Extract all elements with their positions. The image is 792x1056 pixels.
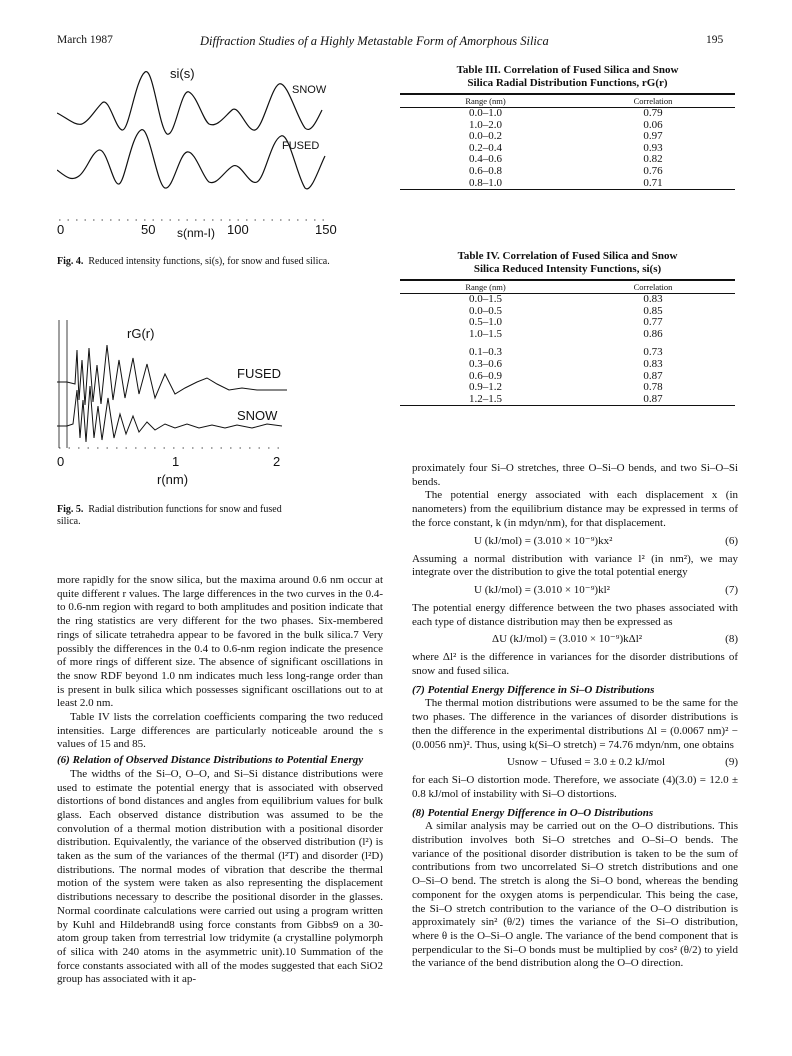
equation-6 (412, 531, 738, 553)
fig5-caption-label: Fig. 5. (57, 504, 84, 515)
table-cell: 0.79 (643, 107, 663, 119)
equation-7-body: U (kJ/mol) = (3.010 × 10⁻⁹)kl² (474, 583, 610, 596)
table-row (400, 143, 735, 155)
table-row (400, 371, 735, 383)
fig5-xlabel: r(nm) (157, 472, 189, 487)
right-paragraph-2: The potential energy associated with each displacement x (in nanometers) from the equilibrium distance may be expressed in terms of the force constant, k (in mdyn/nm), for that displacement. (412, 489, 738, 529)
table-cell: 0.6–0.9 (469, 369, 502, 382)
fig4-caption (57, 256, 342, 268)
table-cell: 0.87 (571, 394, 735, 406)
table-cell: 1.0–1.5 (469, 327, 502, 340)
table-cell: 0.87 (643, 369, 663, 382)
figure-4 (57, 58, 337, 248)
equation-8 (412, 629, 738, 651)
equation-9-body: Usnow − Ufused = 3.0 ± 0.2 kJ/mol (507, 756, 666, 769)
table-cell: 1.2–1.5 (400, 394, 571, 406)
table-cell: 1.0–2.0 (469, 118, 502, 131)
table-row (400, 359, 735, 371)
figure-5 (57, 320, 337, 492)
right-paragraph-6: The thermal motion distributions were assumed to be the same for the two phases. The difference in the variances of disorder distributions is then the difference in the experimental distributions Δl = (0.0067 nm)² − (0.0056 nm)². Thus, using k(Si–O stretch) = 74.76 mdyn/nm, one obtains (412, 697, 738, 751)
table-row (400, 154, 735, 166)
equation-8-body: ΔU (kJ/mol) = (3.010 × 10⁻⁹)kΔl² (492, 633, 643, 646)
right-paragraph-5: where Δl² is the difference in variances for the disorder distributions of snow and fused silica. (412, 651, 738, 678)
fig4-snow-label: SNOW (292, 84, 327, 96)
running-header-date: March 1987 (57, 34, 113, 46)
fig5-tick-0: 0 (57, 454, 65, 469)
table3-col-correlation: Correlation (571, 94, 735, 108)
table-cell: 0.06 (643, 118, 663, 131)
fig5-plot (57, 320, 337, 492)
section-8-heading: (8) Potential Energy Difference in O–O Distributions (412, 806, 654, 819)
section-7-heading: (7) Potential Energy Difference in Si–O Distributions (412, 683, 655, 696)
fig4-tick-150: 150 (315, 222, 337, 237)
table3-col-range: Range (nm) (400, 94, 571, 108)
right-paragraph-7: for each Si–O distortion mode. Therefore, we associate (4)(3.0) = 12.0 ± 0.8 kJ/mol of instability with Si–O distortions. (412, 774, 738, 800)
equation-9-number: (9) (725, 756, 738, 769)
fig4-plot (57, 58, 337, 248)
equation-9 (412, 752, 738, 774)
table-3 (400, 64, 735, 190)
table4-col-range: Range (nm) (400, 280, 571, 294)
fig5-fused-label: FUSED (237, 366, 282, 381)
table-row (400, 317, 735, 329)
left-column-text (57, 574, 383, 987)
table-cell: 0.77 (643, 316, 663, 329)
fig5-caption-text: Radial distribution functions for snow and fused silica. (57, 504, 282, 527)
table-cell: 0.1–0.3 (469, 346, 502, 359)
section-6-heading: (6) Relation of Observed Distance Distributions to Potential Energy (57, 754, 364, 767)
fig4-tick-0: 0 (57, 222, 65, 237)
left-paragraph-2: Table IV lists the correlation coefficients comparing the two reduced intensities. Large differences are particularly noticeable around the s values of 15 and 85. (57, 711, 383, 751)
equation-8-number: (8) (725, 633, 738, 646)
equation-6-number: (6) (725, 534, 738, 547)
table-row (400, 108, 735, 120)
fig4-ylabel: si(s) (170, 66, 195, 81)
table-row (400, 120, 735, 132)
table-row (400, 306, 735, 318)
table-cell: 0.78 (643, 381, 663, 394)
page-number: 195 (706, 34, 724, 46)
table4-title-line2: Silica Reduced Intensity Functions, si(s) (473, 263, 662, 275)
table-cell: 0.9–1.2 (469, 381, 502, 394)
fig4-caption-text: Reduced intensity functions, si(s), for snow and fused silica. (88, 256, 330, 267)
table-cell: 0.0–0.2 (469, 130, 502, 143)
fig4-snow-curve (57, 72, 322, 135)
table-cell: 0.0–1.5 (469, 293, 502, 305)
fig4-caption-label: Fig. 4. (57, 256, 84, 267)
fig5-fused-curve (57, 345, 287, 405)
equation-7-number: (7) (725, 583, 738, 596)
right-paragraph-8: A similar analysis may be carried out on the O–O distributions. This distribution involves both Si–O stretches and O–Si–O bends. The variance of the positional disorder distribution is taken to be the sum of contributions from two uncorrelated Si–O stretch distributions and one O–Si–O bend. The stretch is along the Si–O bond, whereas the bending component for the oxygen atoms is perpendicular. This being the case, the Si–O stretch contribution to the variance of the O–O distribution is approximately sin² (θ/2) times the variance of the Si–O distribution, where θ is the O–Si–O angle. The variance of the bend component that is perpendicular to the Si–O bonds must be multiplied by cos² (θ/2) to yield the variance of the bend distribution along the O–O direction. (412, 820, 738, 970)
table-cell: 0.8–1.0 (400, 178, 571, 190)
fig4-xlabel: s(nm-I) (177, 226, 215, 240)
right-column-text (412, 462, 738, 971)
fig5-tick-1: 1 (172, 454, 180, 469)
table-cell: 0.0–1.0 (469, 107, 502, 119)
table-cell: 0.76 (643, 164, 663, 177)
equation-7 (412, 580, 738, 602)
table-cell: 0.97 (643, 130, 663, 143)
fig5-caption (57, 504, 302, 528)
table-cell: 0.4–0.6 (469, 153, 502, 166)
table-row (400, 131, 735, 143)
right-paragraph-4: The potential energy difference between the two phases associated with each type of distance distribution may then be expressed as (412, 601, 738, 628)
table-cell: 0.85 (643, 304, 663, 317)
table-row (400, 382, 735, 394)
fig4-tick-50: 50 (141, 222, 156, 237)
table-row (400, 394, 735, 406)
fig5-snow-curve (57, 386, 282, 442)
fig5-ylabel: rG(r) (127, 326, 155, 341)
table-cell: 0.0–0.5 (469, 304, 502, 317)
fig4-fused-curve (57, 130, 325, 189)
table4-title-line1: Table IV. Correlation of Fused Silica and Snow (457, 250, 678, 262)
table-row (400, 329, 735, 341)
table-row (400, 347, 735, 359)
fig5-tick-2: 2 (273, 454, 281, 469)
equation-6-body: U (kJ/mol) = (3.010 × 10⁻⁹)kx² (474, 534, 613, 547)
table-cell: 0.6–0.8 (469, 164, 502, 177)
table4-col-correlation: Correlation (571, 280, 735, 294)
table-cell: 0.86 (643, 327, 663, 340)
table-cell: 0.83 (643, 357, 663, 370)
table3-title-line1: Table III. Correlation of Fused Silica and Snow (456, 64, 679, 76)
fig4-tick-100: 100 (227, 222, 249, 237)
table-row (400, 294, 735, 306)
table-cell: 0.82 (643, 153, 663, 166)
table-row (400, 178, 735, 190)
running-header-title: Diffraction Studies of a Highly Metastable Form of Amorphous Silica (200, 34, 549, 48)
table-row (400, 166, 735, 178)
fig5-snow-label: SNOW (237, 408, 278, 423)
fig4-fused-label: FUSED (282, 140, 320, 152)
right-paragraph-1: proximately four Si–O stretches, three O–Si–O bends, and two Si–O–Si bends. (412, 462, 738, 488)
table-cell: 0.73 (643, 346, 663, 359)
table-cell: 0.83 (643, 293, 663, 305)
table-cell: 0.2–0.4 (469, 141, 502, 154)
table3-grid (400, 93, 735, 190)
table4-grid (400, 279, 735, 406)
table-cell: 0.5–1.0 (469, 316, 502, 329)
table3-title-line2: Silica Radial Distribution Functions, rG(r) (467, 77, 668, 89)
table-4 (400, 250, 735, 406)
table-spacer (400, 340, 735, 347)
right-paragraph-3: Assuming a normal distribution with variance l² (in nm²), we may integrate over the distribution to give the total potential energy (412, 552, 738, 579)
table-cell: 0.3–0.6 (469, 357, 502, 370)
left-paragraph-3: The widths of the Si–O, O–O, and Si–Si distance distributions were used to estimate the potential energy that is associated with observed distortions of bond distances and angles from equilibrium values for bulk glass. Each observed distance distribution was assumed to be the convolution of a thermal motion distribution with a positional disorder distribution. Equivalently, the variance of the observed distribution (l²) is taken as the sum of the variances of the thermal (l²T) and disorder (l²D) distributions. The normal modes of vibration that describe the thermal motion of the system were taken as also representing the displacement distributions necessary to describe the positional disorder in the glasses. Normal coordinate calculations were carried out using a program written by Kuhl and Hildebrand8 using force constants from Gibbs9 on a 30-atom group taken from terrestrial low tridymite (a crystalline polymorph of silica with 240 atoms in the asymmetric unit).10 Summation of the force constants associated with all of the modes suggested that each SiO2 group has associated with it ap- (57, 767, 383, 986)
table-cell: 0.93 (643, 141, 663, 154)
left-paragraph-1: more rapidly for the snow silica, but the maxima around 0.6 nm occur at quite different r values. The large differences in the two curves in the 0.4- to 0.6-nm region with regard to both amplitudes and position indicate that the ring statistics are very different for the two phases. Six-membered rings of silicate tetrahedra appear to be favored in the bulk silica.7 Very possibly the differences in the 0.4 to 0.6-nm region indicate the presence of more rings of different size. The absence of significant oscillations in the snow RDF beyond 1.0 nm indicates much less long-range order than is present in bulk silica which possesses significant oscillations out to at least 2.0 nm. (57, 574, 383, 710)
table-cell: 0.71 (571, 178, 735, 190)
